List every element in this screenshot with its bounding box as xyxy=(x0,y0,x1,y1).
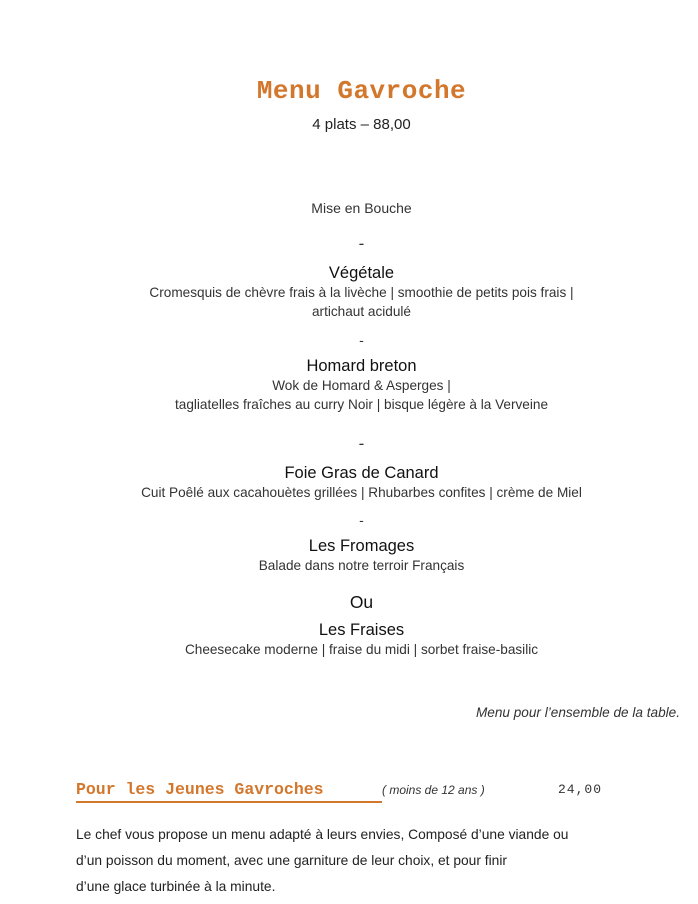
course-name: Les Fromages xyxy=(308,537,415,555)
or-label: Ou xyxy=(349,592,374,612)
course-name: Foie Gras de Canard xyxy=(284,464,439,482)
course-vegetale xyxy=(0,264,698,321)
separator: - xyxy=(358,234,365,253)
course-name: Les Fraises xyxy=(318,621,405,639)
course-foie-gras xyxy=(0,464,698,502)
kids-age-note: ( moins de 12 ans ) xyxy=(382,783,485,797)
course-desc: Cheesecake moderne | fraise du midi | sorbet fraise-basilic xyxy=(184,642,539,657)
menu-subtitle: 4 plats – 88,00 xyxy=(312,116,411,133)
separator: - xyxy=(358,434,365,453)
course-desc: Cromesquis de chèvre frais à la livèche | smoothie de petits pois frais | xyxy=(149,285,574,300)
course-name: Homard breton xyxy=(306,357,417,375)
course-homard xyxy=(0,357,698,414)
menu-title: Menu Gavroche xyxy=(256,76,467,106)
course-desc: Wok de Homard & Asperges | xyxy=(272,378,451,393)
course-desc: Cuit Poêlé aux cacahouètes grillées | Rhubarbes confites | crème de Miel xyxy=(141,485,582,500)
kids-menu-description xyxy=(76,822,636,900)
course-desc: artichaut acidulé xyxy=(312,304,411,319)
kids-desc-line: Le chef vous propose un menu adapté à leurs envies, Composé d’une viande ou xyxy=(76,827,569,842)
kids-menu-price: 24,00 xyxy=(558,782,603,797)
table-note: Menu pour l’ensemble de la table. xyxy=(475,705,680,720)
course-name: Végétale xyxy=(328,264,395,282)
course-desc: Balade dans notre terroir Français xyxy=(258,558,465,573)
kids-menu-title: Pour les Jeunes Gavroches xyxy=(76,780,324,799)
kids-desc-line: d’une glace turbinée à la minute. xyxy=(76,879,276,894)
course-fraises xyxy=(0,621,698,659)
separator: - xyxy=(359,512,364,528)
amuse-bouche: Mise en Bouche xyxy=(311,200,412,216)
title-underline xyxy=(76,801,382,803)
kids-desc-line: d’un poisson du moment, avec une garniture de leur choix, et pour finir xyxy=(76,853,508,868)
course-fromages xyxy=(0,537,698,575)
course-desc: tagliatelles fraîches au curry Noir | bisque légère à la Verveine xyxy=(174,397,549,412)
separator: - xyxy=(359,332,364,348)
